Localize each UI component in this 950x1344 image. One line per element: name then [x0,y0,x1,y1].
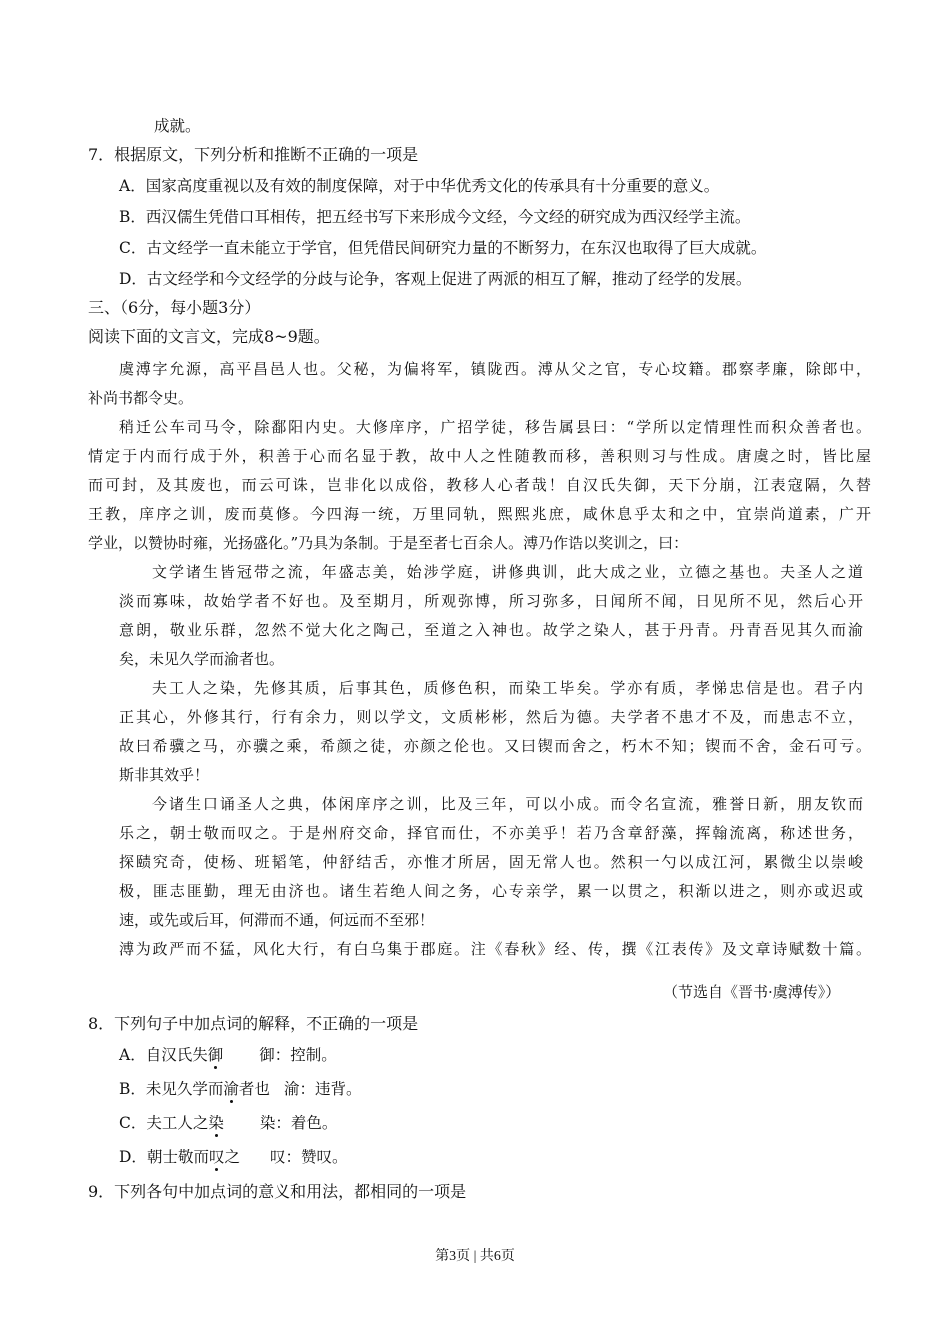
passage-p2-line2: 情定于内而行成于外，积善于心而名显于教，故中人之性随教而移，善积则习与性成。唐虞之时，皆比屋 [88,447,871,465]
passage-p5-line2: 乐之，朝士敬而叹之。于是州府交命，择官而仕，不亦美乎！若乃含章舒藻，挥翰流离，称述世务， [119,824,863,842]
passage-p3-line3: 意朗，敬业乐群，忽然不觉大化之陶己，至道之入神也。故学之染人，甚于丹青。丹青吾见其久而渝 [119,621,863,639]
page-number: 第3页 | 共6页 [435,1249,515,1264]
question-7-option-c: C．古文经学一直未能立于学官，但凭借民间研究力量的不断努力，在东汉也取得了巨大成就。 [119,239,767,257]
option-letter: B． [119,1080,146,1098]
option-sentence-pre: 夫工人之 [146,1114,209,1132]
section-3-heading: 三、（6分，每小题3分） [88,298,261,317]
option-gloss: 叹：赞叹。 [269,1148,348,1166]
question-9-stem: 9．下列各句中加点词的意义和用法，都相同的一项是 [88,1182,467,1201]
dotted-word: 渝 [223,1080,239,1098]
passage-p5-line4: 极，匪志匪勤，理无由济也。诸生若绝人间之务，心专亲学，累一以贯之，积渐以进之，则亦或迟或 [119,882,863,900]
passage-p1-line2: 补尚书都令史。 [88,389,194,407]
passage-p5-line5: 速，或先或后耳，何滞而不通，何远而不至邪！ [119,911,435,929]
question-8-option-d [119,1147,348,1167]
question-7-option-d: D．古文经学和今文经学的分歧与论争，客观上促进了两派的相互了解，推动了经学的发展。 [119,270,752,288]
option-letter: A． [119,1046,146,1064]
question-7-option-b: B．西汉儒生凭借口耳相传，把五经书写下来形成今文经，今文经的研究成为西汉经学主流。 [119,208,751,226]
passage-p1-line1: 虞溥字允源，高平昌邑人也。父秘，为偏将军，镇陇西。溥从父之官，专心坟籍。郡察孝廉，除郎中， [119,360,871,378]
option-letter: C． [119,1114,147,1132]
question-8-option-a [119,1045,337,1065]
passage-p2-line3: 而可封，及其废也，而云可诛，岂非化以成俗，教移人心者哉！自汉氏失御，天下分崩，江表寇隔，久替 [88,476,871,494]
question-7-stem: 7．根据原文，下列分析和推断不正确的一项是 [88,145,419,164]
passage-source: （节选自《晋书·虞溥传》） [663,983,841,1001]
passage-p3-line2: 淡而寡味，故始学者不好也。及至期月，所观弥博，所习弥多，日闻所不闻，日见所不见，然后心开 [119,592,863,610]
option-gloss: 染：着色。 [259,1114,338,1132]
passage-p2-line5: 学业，以赞协时雍，光扬盛化。”乃具为条制。于是至者七百余人。溥乃作诰以奖训之，曰： [88,534,689,552]
passage-p4-line3: 故曰希骥之马，亦骥之乘，希颜之徒，亦颜之伦也。又曰锲而舍之，朽木不知；锲而不舍，金石可亏。 [119,737,871,755]
passage-p3-line4: 矣，未见久学而渝者也。 [119,650,285,668]
option-sentence-pre: 未见久学而 [145,1080,224,1098]
option-sentence-pre: 朝士敬而 [146,1148,209,1166]
passage-p3-line1: 文学诸生皆冠带之流，年盛志美，始涉学庭，讲修典训，此大成之业，立德之基也。夫圣人之道 [152,563,863,581]
section-3-instruction: 阅读下面的文言文，完成8~9题。 [88,327,330,346]
option-gloss: 渝：违背。 [283,1080,362,1098]
option-sentence-pre: 自汉氏失 [145,1046,208,1064]
question-8-stem: 8．下列句子中加点词的解释，不正确的一项是 [88,1014,419,1033]
question-7-option-a: A．国家高度重视以及有效的制度保障，对于中华优秀文化的传承具有十分重要的意义。 [119,177,720,195]
passage-p2-line4: 王教，庠序之训，废而莫修。今四海一统，万里同轨，熙熙兆庶，咸休息乎太和之中，宜崇尚道素，广开 [88,505,871,523]
passage-p4-line4: 斯非其效乎！ [119,766,210,784]
passage-p2-line1: 稍迁公车司马令，除鄱阳内史。大修庠序，广招学徒，移告属县曰：“学所以定情理性而积众善者也。 [119,418,871,436]
option-letter: D． [119,1148,147,1166]
passage-p4-line1: 夫工人之染，先修其质，后事其色，质修色积，而染工毕矣。学亦有质，孝悌忠信是也。君子内 [152,679,863,697]
option-sentence-post: 之 [224,1148,240,1166]
option-gloss: 御：控制。 [259,1046,337,1064]
continued-text: 成就。 [154,117,201,135]
passage-p5-line1: 今诸生口诵圣人之典，体闲庠序之训，比及三年，可以小成。而令名宣流，雅誉日新，朋友钦而 [152,795,863,813]
passage-p6: 溥为政严而不猛，风化大行，有白乌集于郡庭。注《春秋》经、传，撰《江表传》及文章诗赋数十篇。 [119,940,871,958]
dotted-word: 御 [207,1046,224,1064]
passage-p4-line2: 正其心，外修其行，行有余力，则以学文，文质彬彬，然后为德。夫学者不患才不及，而患志不立， [119,708,863,726]
question-8-option-b [119,1079,361,1099]
question-8-option-c [119,1113,337,1133]
passage-p5-line3: 探赜究奇，使杨、班韬笔，仲舒结舌，亦惟才所居，固无常人也。然积一勺以成江河，累微尘以崇峻 [119,853,863,871]
option-sentence-post: 者也 [238,1080,270,1098]
dotted-word: 叹 [208,1148,225,1166]
dotted-word: 染 [208,1114,224,1132]
